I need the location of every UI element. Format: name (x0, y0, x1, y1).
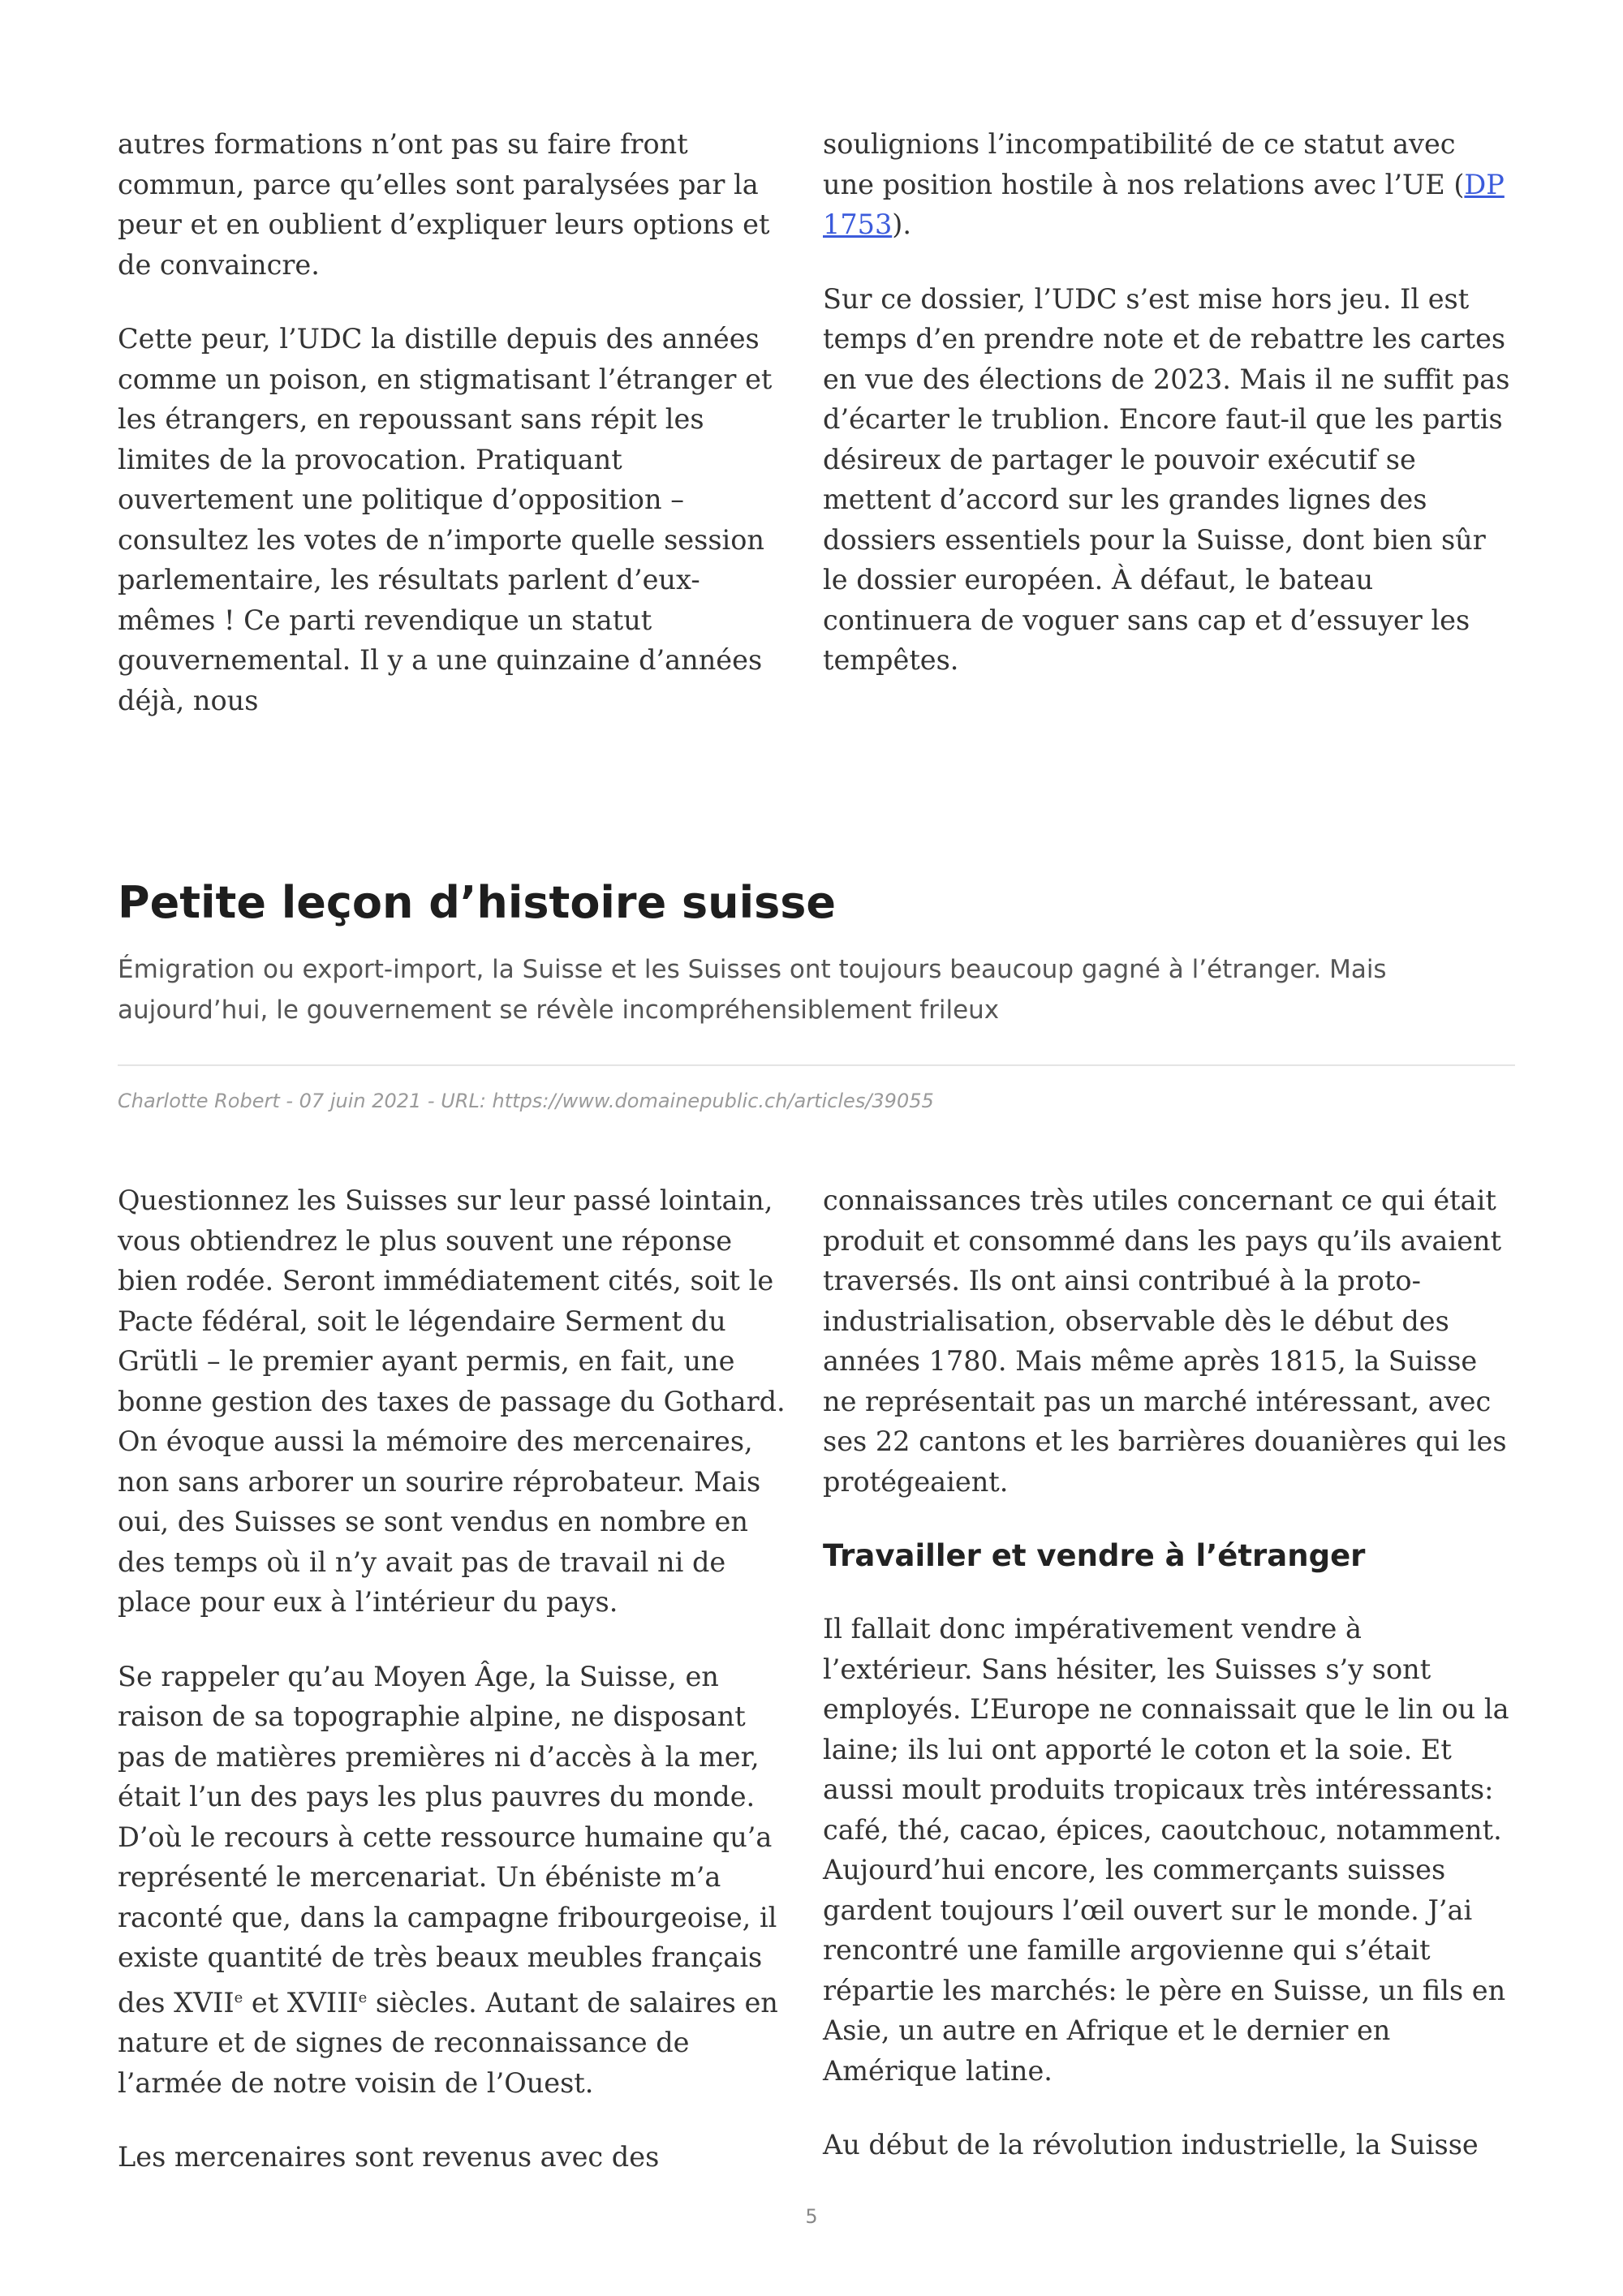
paragraph (823, 124, 1515, 245)
paragraph: Cette peur, l’UDC la distille depuis des années comme un poison, en stigmatisant l’étranger et les étrangers, en repoussant sans répit les limites de la provocation. Pratiquant ouvertement une politique d’opposition – consultez les votes de n’importe quelle session parlementaire, les résultats parlent d’eux-mêmes ! Ce parti revendique un statut gouvernemental. Il y a une quinzaine d’années déjà, nous (118, 323, 773, 716)
paragraph: connaissances très utiles concernant ce qui était produit et consommé dans les pays qu’ils avaient traversés. Ils ont ainsi contribué à la proto-industrialisation, observable dès le début des années 1780. Mais même après 1815, la Suisse ne représentait pas un marché intéressant, avec ses 22 cantons et les barrières douanières qui les protégeaient. (823, 1185, 1507, 1498)
right-column (823, 124, 1515, 720)
paragraph: Questionnez les Suisses sur leur passé lointain, vous obtiendrez le plus souvent une réponse bien rodée. Seront immédiatement cités, soit le Pacte fédéral, soit le légendaire Serment du Grütli – le premier ayant permis, en fait, une bonne gestion des taxes de passage du Gothard. On évoque aussi la mémoire des mercenaires, non sans arborer un sourire réprobateur. Mais oui, des Suisses se sont vendus en nombre en des temps où il n’y avait pas de travail ni de place pour eux à l’intérieur du pays. (118, 1185, 786, 1618)
paragraph: Au début de la révolution industrielle, la Suisse (823, 2129, 1479, 2161)
paragraph: autres formations n’ont pas su faire front commun, parce qu’elles sont paralysées par la peur et en oublient d’expliquer leurs options et de convaincre. (118, 128, 770, 281)
paragraph (118, 1657, 797, 2104)
paragraph: Il fallait donc impérativement vendre à l’extérieur. Sans hésiter, les Suisses s’y sont employés. L’Europe ne connaissait que le lin ou la laine; ils lui ont apporté le coton et la soie. Et aussi moult produits tropicaux très intéressants: café, thé, cacao, épices, caoutchouc, notamment. Aujourd’hui encore, les commerçants suisses gardent toujours l’œil ouvert sur le monde. J’ai rencontré une famille argovienne qui s’était répartie les marchés: le père en Suisse, un fils en Asie, un autre en Afrique et le dernier en Amérique latine. (823, 1613, 1509, 2087)
previous-article-columns (118, 124, 1515, 720)
dp-1753-link[interactable]: DP 1753 (823, 168, 1505, 240)
left-column (118, 1180, 797, 2178)
right-column (823, 1180, 1515, 2178)
article-columns (118, 1180, 1515, 2178)
text: et XVIII (243, 1986, 359, 2019)
superscript: e (358, 1989, 368, 2006)
text: Se rappeler qu’au Moyen Âge, la Suisse, en raison de sa topographie alpine, ne disposant pas de matières premières ni d’accès à la mer, était l’un des pays les plus pauvres du monde. D’où le recours à cette ressource humaine qu’a représenté le mercenariat. Un ébéniste m’a raconté que, dans la campagne fribourgeoise, il existe quantité de très beaux meubles français des XVII (118, 1660, 777, 2019)
paragraph: Les mercenaires sont revenus avec des (118, 2141, 660, 2173)
paragraph: Sur ce dossier, l’UDC s’est mise hors jeu. Il est temps d’en prendre note et de rebattre les cartes en vue des élections de 2023. Mais il ne suffit pas d’écarter le trublion. Encore faut-il que les partis désireux de partager le pouvoir exécutif se mettent d’accord sur les grandes lignes des dossiers essentiels pour la Suisse, dont bien sûr le dossier européen. À défaut, le bateau continuera de voguer sans cap et d’essuyer les tempêtes. (823, 282, 1510, 676)
article-byline: Charlotte Robert - 07 juin 2021 - URL: https://www.domainepublic.ch/articles/39055 (118, 1090, 934, 1112)
article-title: Petite leçon d’histoire suisse (118, 877, 836, 928)
divider (118, 1064, 1515, 1066)
section-subheading: Travailler et vendre à l’étranger (823, 1538, 1366, 1573)
page-number: 5 (805, 2205, 818, 2228)
superscript: e (234, 1989, 243, 2006)
text: siècles. Autant de salaires en nature et de signes de reconnaissance de l’armée de notre voisin de l’Ouest. (118, 1986, 778, 2099)
article-lead: Émigration ou export-import, la Suisse et les Suisses ont toujours beaucoup gagné à l’étranger. Mais aujourd’hui, le gouvernement se révèle incompréhensiblement frileux (118, 955, 1387, 1025)
left-column (118, 124, 797, 720)
text: soulignions l’incompatibilité de ce statut avec une position hostile à nos relations avec l’UE ( (823, 128, 1465, 200)
text: ). (892, 209, 911, 240)
